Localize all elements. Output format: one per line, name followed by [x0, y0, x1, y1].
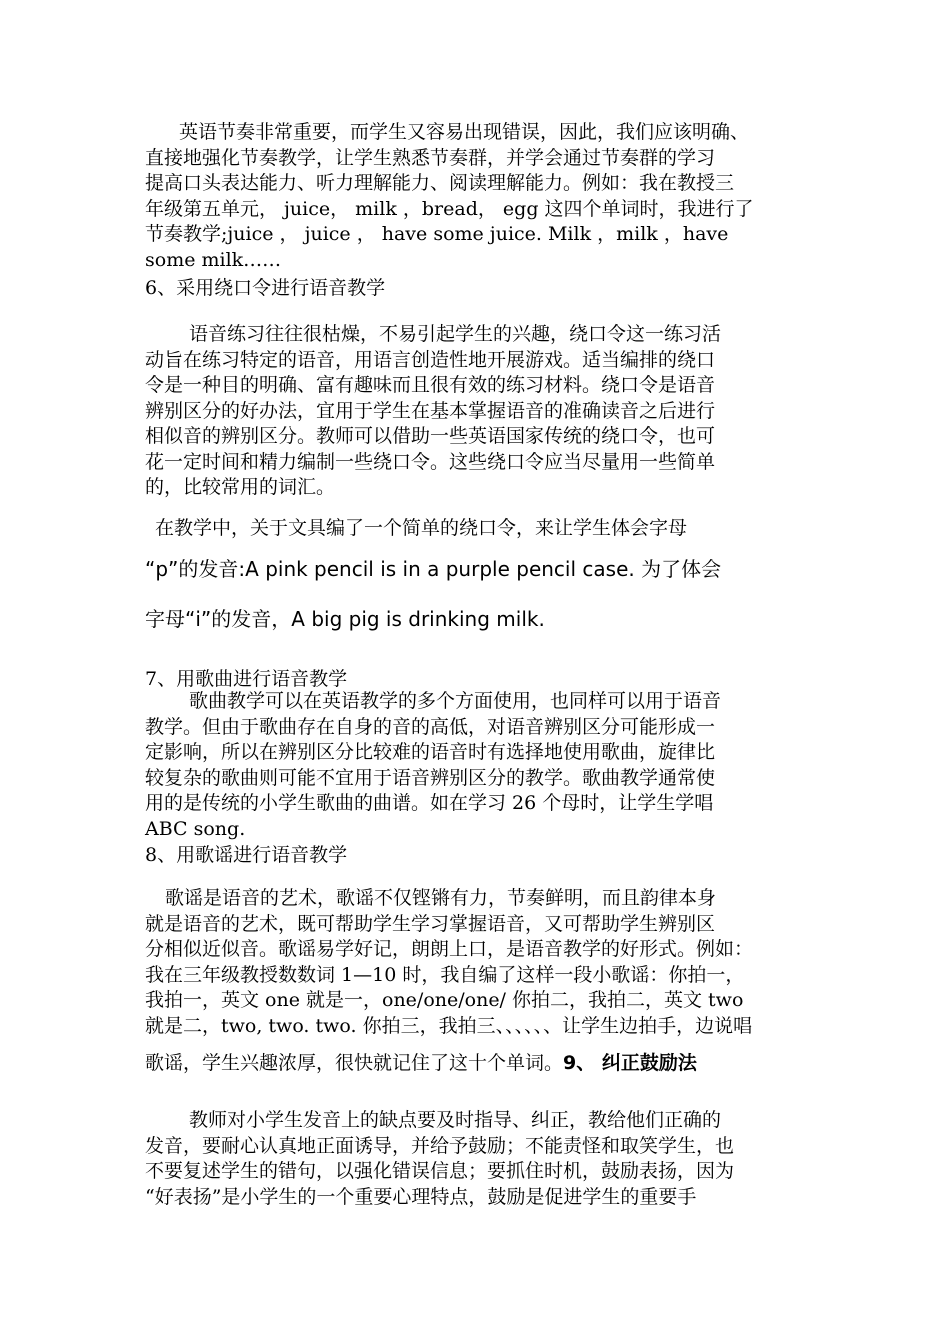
text-line: 就是二，two, two. two. 你拍三，我拍三、、、、、、让学生边拍手，边说唱 [145, 1014, 753, 1037]
text-line: 用的是传统的小学生歌曲的曲谱。如在学习 26 个母时，让学生学唱 [145, 792, 714, 814]
text-line: 歌曲教学可以在英语教学的多个方面使用，也同样可以用于语音 [189, 690, 722, 712]
example-p-sound: “p”的发音:A pink pencil is in a purple pencil case. 为了体会 [145, 557, 722, 581]
section-heading-7: 7、用歌曲进行语音教学 [145, 668, 348, 690]
text-line: 较复杂的歌曲则可能不宜用于语音辨别区分的教学。歌曲教学通常使 [145, 766, 716, 789]
text-line: 年级第五单元， juice， milk ，bread， egg 这四个单词时，我进行了 [145, 197, 754, 220]
paragraph-songs [145, 689, 810, 842]
text-line: 分相似近似音。歌谣易学好记，朗朗上口，是语音教学的好形式。例如： [145, 938, 754, 960]
text-line: 语音练习往往很枯燥，不易引起学生的兴趣，绕口令这一练习活 [189, 323, 722, 345]
text-line: 令是一种目的明确、富有趣味而且很有效的练习材料。绕口令是语音 [145, 374, 716, 396]
text-line: 教学。但由于歌曲存在自身的音的高低，对语音辨别区分可能形成一 [145, 715, 716, 738]
example-i-sound: 字母“i”的发音，A big pig is drinking milk. [145, 607, 545, 631]
text-line: ABC song. [145, 817, 246, 840]
text-line: 花一定时间和精力编制一些绕口令。这些绕口令应当尽量用一些简单 [145, 450, 716, 473]
text-line: 不要复述学生的错句，以强化错误信息；要抓住时机，鼓励表扬，因为 [145, 1160, 735, 1182]
text-line: 歌谣是语音的艺术，歌谣不仅铿锵有力，节奏鲜明，而且韵律本身 [165, 887, 717, 909]
paragraph-chants [145, 886, 810, 1039]
text-line: some milk…… [145, 248, 282, 271]
paragraph-correction [145, 1108, 810, 1210]
text-line: 在教学中，关于文具编了一个简单的绕口令，来让学生体会字母 [155, 517, 688, 539]
text-line: 直接地强化节奏教学，让学生熟悉节奏群，并学会通过节奏群的学习 [145, 146, 716, 169]
text-line: 我拍一，英文 one 就是一，one/one/one/ 你拍二，我拍二，英文 two [145, 989, 744, 1011]
text-line: 英语节奏非常重要，而学生又容易出现错误，因此，我们应该明确、 [179, 121, 750, 143]
text-line: 动旨在练习特定的语音，用语言创造性地开展游戏。适当编排的绕口 [145, 348, 716, 371]
paragraph-rhythm [145, 120, 810, 273]
text-line: 就是语音的艺术，既可帮助学生学习掌握语音，又可帮助学生辨别区 [145, 912, 716, 935]
text-line: 我在三年级教授数数词 1—10 时，我自编了这样一段小歌谣：你拍一， [145, 963, 745, 986]
section-heading-8: 8、用歌谣进行语音教学 [145, 844, 348, 866]
chant-conclusion-line [145, 1048, 810, 1075]
text-line: 的，比较常用的词汇。 [145, 476, 336, 498]
text-line: 辨别区分的好办法，宜用于学生在基本掌握语音的准确读音之后进行 [145, 399, 716, 422]
text-line: 节奏教学;juice ， juice ， have some juice. Milk ，milk ，have [145, 223, 729, 245]
text-line: 教师对小学生发音上的缺点要及时指导、纠正，教给他们正确的 [189, 1109, 722, 1131]
paragraph-tongue-twister-example [145, 516, 810, 542]
section-heading-6: 6、采用绕口令进行语音教学 [145, 277, 386, 299]
paragraph-tongue-twister [145, 322, 810, 501]
text-line: 定影响，所以在辨别区分比较难的语音时有选择地使用歌曲，旋律比 [145, 741, 716, 763]
section-heading-9: 9、 纠正鼓励法 [563, 1052, 697, 1074]
text-line: “好表扬”是小学生的一个重要心理特点，鼓励是促进学生的重要手 [145, 1185, 697, 1208]
text-line: 发音，要耐心认真地正面诱导，并给予鼓励；不能责怪和取笑学生，也 [145, 1134, 735, 1157]
text-line: 歌谣，学生兴趣浓厚，很快就记住了这十个单词。 [145, 1052, 564, 1074]
text-line: 提高口头表达能力、听力理解能力、阅读理解能力。例如：我在教授三 [145, 172, 735, 194]
text-line: 相似音的辨别区分。教师可以借助一些英语国家传统的绕口令，也可 [145, 425, 716, 447]
